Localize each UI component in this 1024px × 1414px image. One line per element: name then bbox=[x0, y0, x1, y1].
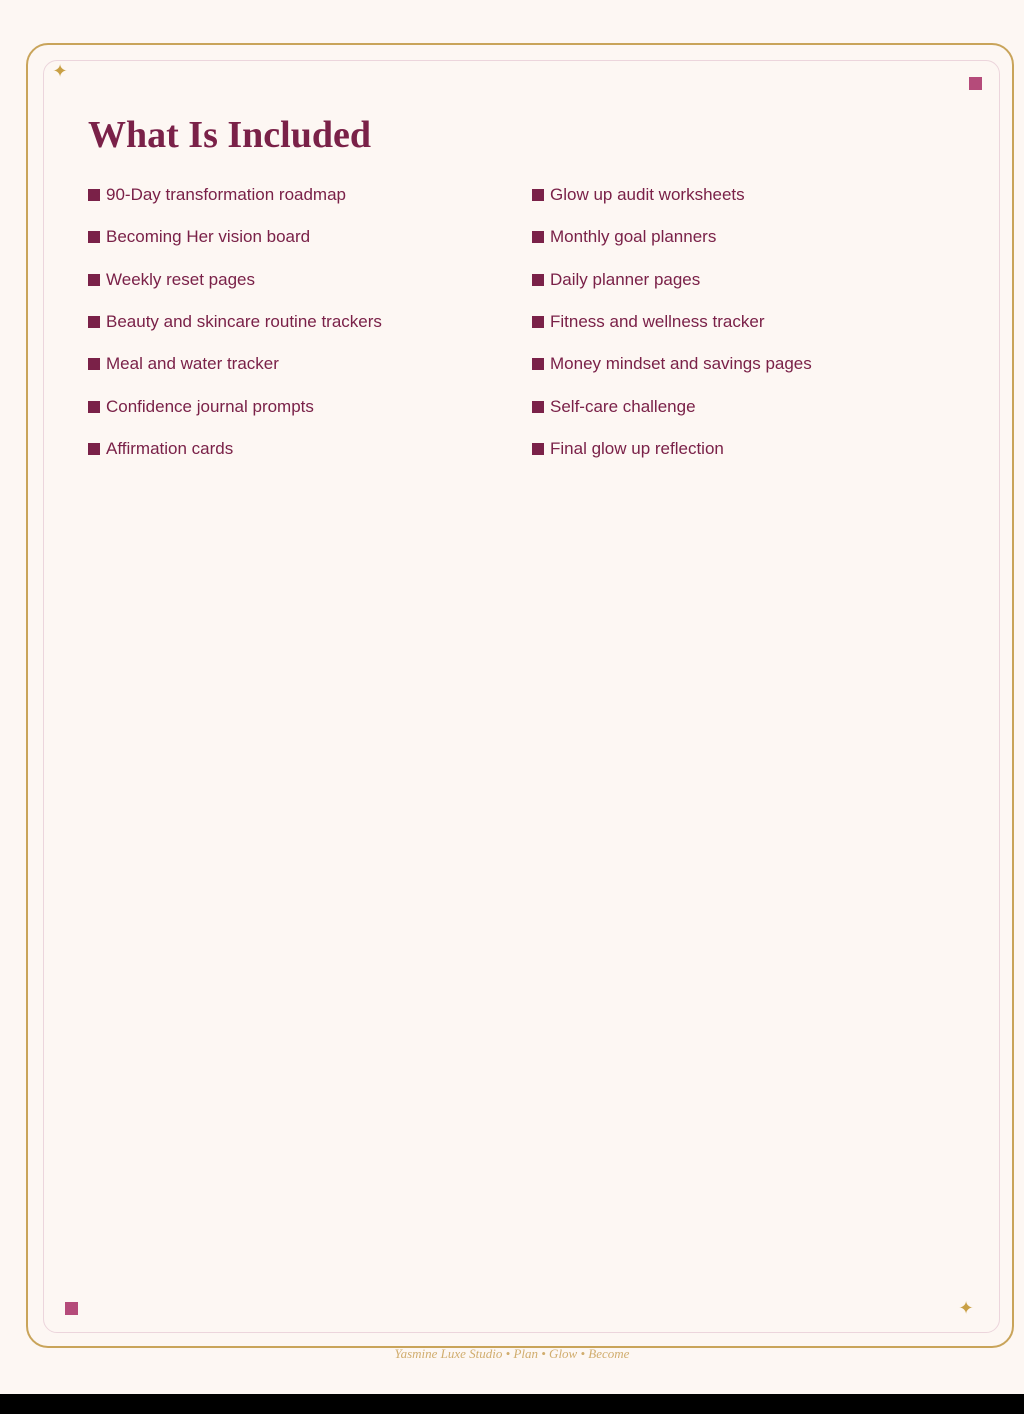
page-title: What Is Included bbox=[88, 114, 371, 156]
list-item bbox=[88, 301, 382, 343]
bullet-square-icon bbox=[88, 231, 100, 243]
list-item bbox=[532, 385, 812, 427]
list-item bbox=[88, 385, 382, 427]
list-item-label: Becoming Her vision board bbox=[106, 227, 311, 247]
list-item-label: Fitness and wellness tracker bbox=[550, 312, 765, 332]
bullet-square-icon bbox=[88, 443, 100, 455]
square-icon bbox=[969, 77, 982, 90]
list-item bbox=[88, 428, 382, 470]
list-item bbox=[88, 216, 382, 258]
list-item-label: Final glow up reflection bbox=[550, 438, 724, 458]
list-item-label: Self-care challenge bbox=[550, 396, 696, 416]
included-list-left bbox=[88, 174, 382, 470]
bullet-square-icon bbox=[532, 316, 544, 328]
square-icon bbox=[65, 1302, 78, 1315]
bullet-square-icon bbox=[532, 443, 544, 455]
list-item-label: 90-Day transformation roadmap bbox=[106, 185, 347, 205]
bullet-square-icon bbox=[88, 274, 100, 286]
list-item bbox=[88, 259, 382, 301]
list-item bbox=[532, 301, 812, 343]
included-list-right bbox=[532, 174, 812, 470]
list-item-label: Confidence journal prompts bbox=[106, 396, 314, 416]
bullet-square-icon bbox=[532, 231, 544, 243]
sparkle-icon: ✦ bbox=[52, 61, 68, 82]
list-item-label: Affirmation cards bbox=[106, 438, 234, 458]
list-item bbox=[88, 174, 382, 216]
list-item-label: Meal and water tracker bbox=[106, 354, 279, 374]
list-item-label: Monthly goal planners bbox=[550, 227, 717, 247]
bullet-square-icon bbox=[532, 358, 544, 370]
bullet-square-icon bbox=[532, 401, 544, 413]
list-item-label: Beauty and skincare routine trackers bbox=[106, 312, 382, 332]
list-item-label: Glow up audit worksheets bbox=[550, 185, 745, 205]
list-item-label: Weekly reset pages bbox=[106, 269, 255, 289]
footer-tagline: Yasmine Luxe Studio • Plan • Glow • Become bbox=[394, 1346, 630, 1361]
bullet-square-icon bbox=[88, 316, 100, 328]
list-item-label: Money mindset and savings pages bbox=[550, 354, 812, 374]
bullet-square-icon bbox=[88, 401, 100, 413]
list-item bbox=[532, 428, 812, 470]
list-item bbox=[532, 259, 812, 301]
list-item bbox=[532, 174, 812, 216]
bullet-square-icon bbox=[88, 189, 100, 201]
bullet-square-icon bbox=[88, 358, 100, 370]
sparkle-icon: ✦ bbox=[958, 1298, 974, 1319]
list-item-label: Daily planner pages bbox=[550, 269, 701, 289]
list-item bbox=[88, 343, 382, 385]
bullet-square-icon bbox=[532, 274, 544, 286]
list-item bbox=[532, 343, 812, 385]
bottom-black-bar bbox=[0, 1394, 1024, 1414]
bullet-square-icon bbox=[532, 189, 544, 201]
list-item bbox=[532, 216, 812, 258]
